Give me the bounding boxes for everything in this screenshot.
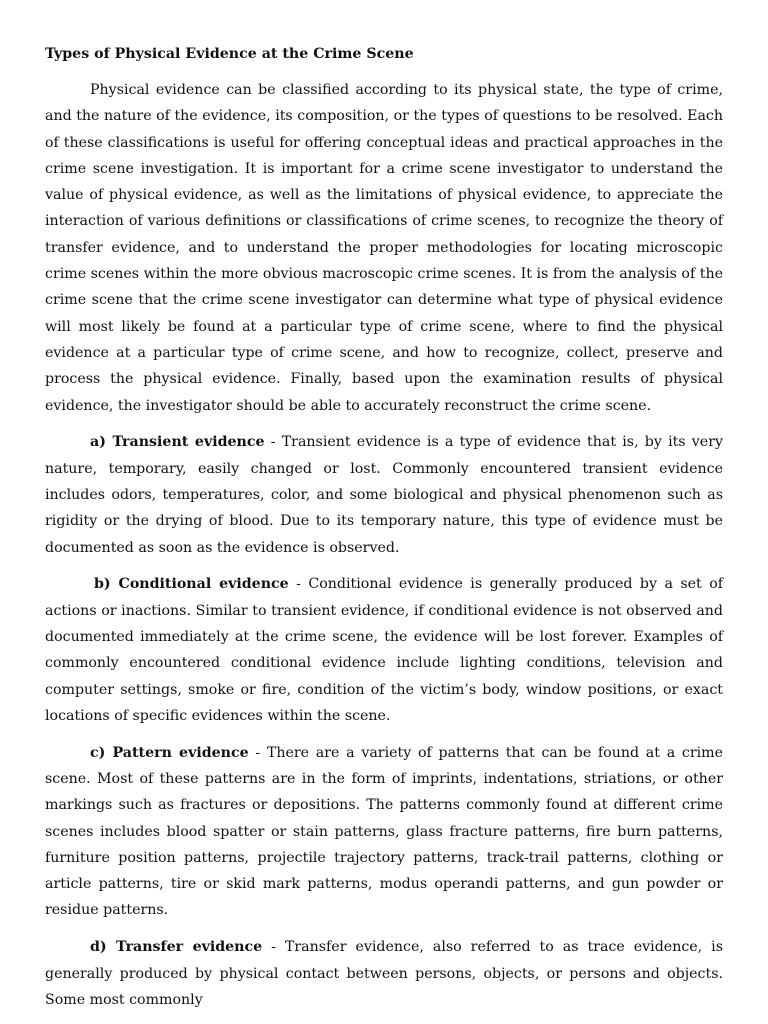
section-body: - There are a variety of patterns that can be found at a crime scene. Most of these patterns are in the form of imprints, indentations, striations, or other markings such as fractures or depositions. The patterns commonly found at different crime scenes includes blood spatter or stain patterns, glass fracture patterns, fire burn patterns, furniture position patterns, projectile trajectory patterns, track-trail patterns, clothing or article patterns, tire or skid mark patterns, modus operandi patterns, and gun powder or residue patterns. xyxy=(45,744,723,919)
section-heading: a) Transient evidence xyxy=(90,434,265,451)
section-heading: b) Conditional evidence xyxy=(94,576,289,593)
section-body: - Transfer evidence, also referred to as trace evidence, is generally produced by physical contact between persons, objects, or persons and objects. Some most commonly xyxy=(45,939,723,1008)
section-heading: d) Transfer evidence xyxy=(90,939,263,956)
intro-paragraph: Physical evidence can be classified according to its physical state, the type of crime, and the nature of the evidence, its composition, or the types of questions to be resolved. Each of these classifications is useful for offering conceptual ideas and practical approaches in the crime scene investigation. It is important for a crime scene investigator to understand the value of physical evidence, as well as the limitations of physical evidence, to appreciate the interaction of various definitions or classifications of crime scenes, to recognize the theory of transfer evidence, and to understand the proper methodologies for locating microscopic crime scenes within the more obvious macroscopic crime scenes. It is from the analysis of the crime scene that the crime scene investigator can determine what type of physical evidence will most likely be found at a particular type of crime scene, where to find the physical evidence at a particular type of crime scene, and how to recognize, collect, preserve and process the physical evidence. Finally, based upon the examination results of physical evidence, the investigator should be able to accurately reconstruct the crime scene. xyxy=(45,82,723,414)
document-title: Types of Physical Evidence at the Crime Scene xyxy=(45,46,414,62)
section-transient-evidence xyxy=(45,429,723,560)
section-heading: c) Pattern evidence xyxy=(90,744,249,761)
section-body: - Transient evidence is a type of evidence that is, by its very nature, temporary, easily changed or lost. Commonly encountered transient evidence includes odors, temperatures, color, and some biological and physical phenomenon such as rigidity or the drying of blood. Due to its temporary nature, this type of evidence must be documented as soon as the evidence is observed. xyxy=(45,434,723,556)
section-body: - Conditional evidence is generally produced by a set of actions or inactions. Similar to transient evidence, if conditional evidence is not observed and documented immediately at the crime scene, the evidence will be lost forever. Examples of commonly encountered conditional evidence include lighting conditions, television and computer settings, smoke or fire, condition of the victim’s body, window positions, or exact locations of specific evidences within the scene. xyxy=(45,576,723,724)
section-pattern-evidence xyxy=(45,740,723,924)
document-page xyxy=(45,41,723,1024)
section-transfer-evidence xyxy=(45,934,723,1013)
section-conditional-evidence xyxy=(45,571,723,729)
